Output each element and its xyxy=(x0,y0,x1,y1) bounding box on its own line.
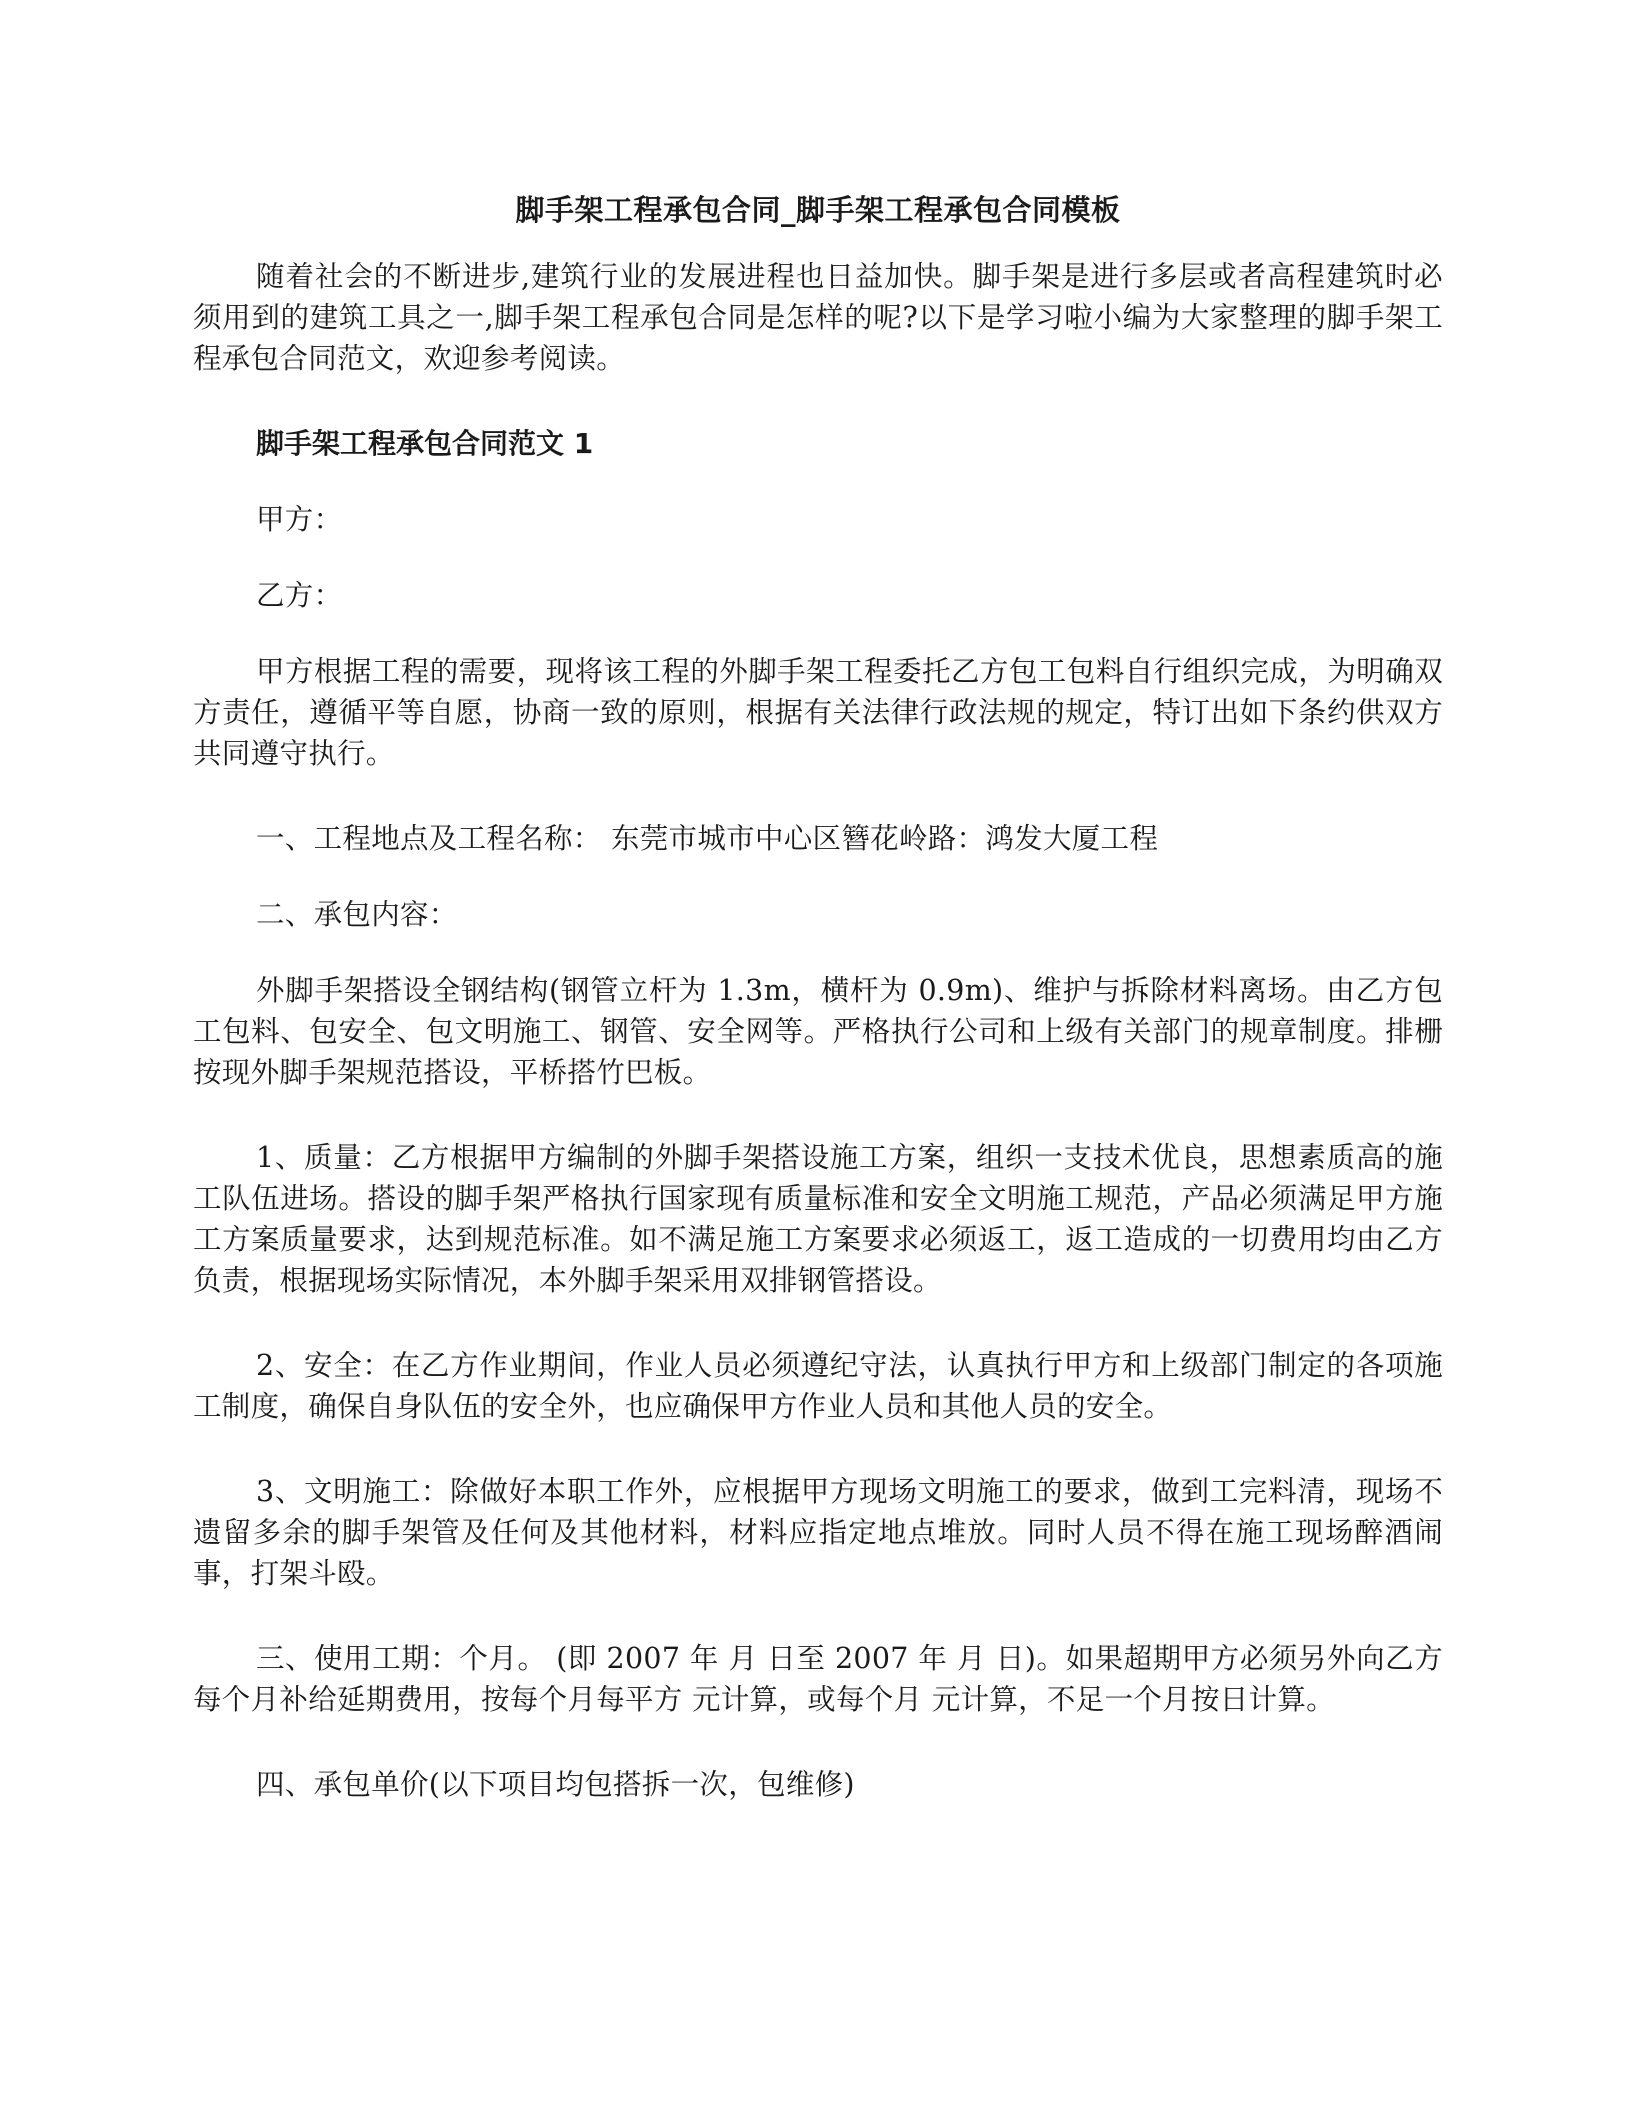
item-duration: 三、使用工期：个月。 (即 2007 年 月 日至 2007 年 月 日)。如果超期甲方必须另外向乙方每个月补给延期费用，按每个月每平方 元计算，或每个月 元计算，不足一个月按日计算。 xyxy=(193,1642,1443,1716)
intro-paragraph: 随着社会的不断进步,建筑行业的发展进程也日益加快。脚手架是进行多层或者高程建筑时必须用到的建筑工具之一,脚手架工程承包合同是怎样的呢?以下是学习啦小编为大家整理的脚手架工程承包合同范文，欢迎参考阅读。 xyxy=(193,260,1443,375)
item-location: 一、工程地点及工程名称： 东莞市城市中心区簪花岭路：鸿发大厦工程 xyxy=(256,822,1159,855)
item-scope-body: 外脚手架搭设全钢结构(钢管立杆为 1.3m，横杆为 0.9m)、维护与拆除材料离场。由乙方包工包料、包安全、包文明施工、钢管、安全网等。严格执行公司和上级有关部门的规章制度。排栅按现外脚手架规范搭设，平桥搭竹巴板。 xyxy=(193,974,1443,1089)
document-title: 脚手架工程承包合同_脚手架工程承包合同模板 xyxy=(515,193,1121,227)
document-body xyxy=(193,190,1443,1805)
clause-safety: 2、安全：在乙方作业期间，作业人员必须遵纪守法，认真执行甲方和上级部门制定的各项施工制度，确保自身队伍的安全外，也应确保甲方作业人员和其他人员的安全。 xyxy=(193,1349,1443,1423)
section-heading: 脚手架工程承包合同范文 1 xyxy=(256,427,594,460)
party-b-label: 乙方： xyxy=(256,579,343,612)
clause-quality: 1、质量：乙方根据甲方编制的外脚手架搭设施工方案，组织一支技术优良，思想素质高的施工队伍进场。搭设的脚手架严格执行国家现有质量标准和安全文明施工规范，产品必须满足甲方施工方案质量要求，达到规范标准。如不满足施工方案要求必须返工，返工造成的一切费用均由乙方负责，根据现场实际情况，本外脚手架采用双排钢管搭设。 xyxy=(193,1141,1443,1297)
party-a-label: 甲方： xyxy=(256,503,343,536)
preamble-paragraph: 甲方根据工程的需要，现将该工程的外脚手架工程委托乙方包工包料自行组织完成，为明确双方责任，遵循平等自愿，协商一致的原则，根据有关法律行政法规的规定，特订出如下条约供双方共同遵守执行。 xyxy=(193,655,1443,770)
item-unit-price: 四、承包单价(以下项目均包搭拆一次，包维修) xyxy=(256,1768,855,1801)
item-scope-heading: 二、承包内容： xyxy=(256,898,458,931)
clause-civilized-construction: 3、文明施工：除做好本职工作外，应根据甲方现场文明施工的要求，做到工完料清，现场不遗留多余的脚手架管及任何及其他材料，材料应指定地点堆放。同时人员不得在施工现场醉酒闹事，打架斗殴。 xyxy=(193,1475,1443,1590)
